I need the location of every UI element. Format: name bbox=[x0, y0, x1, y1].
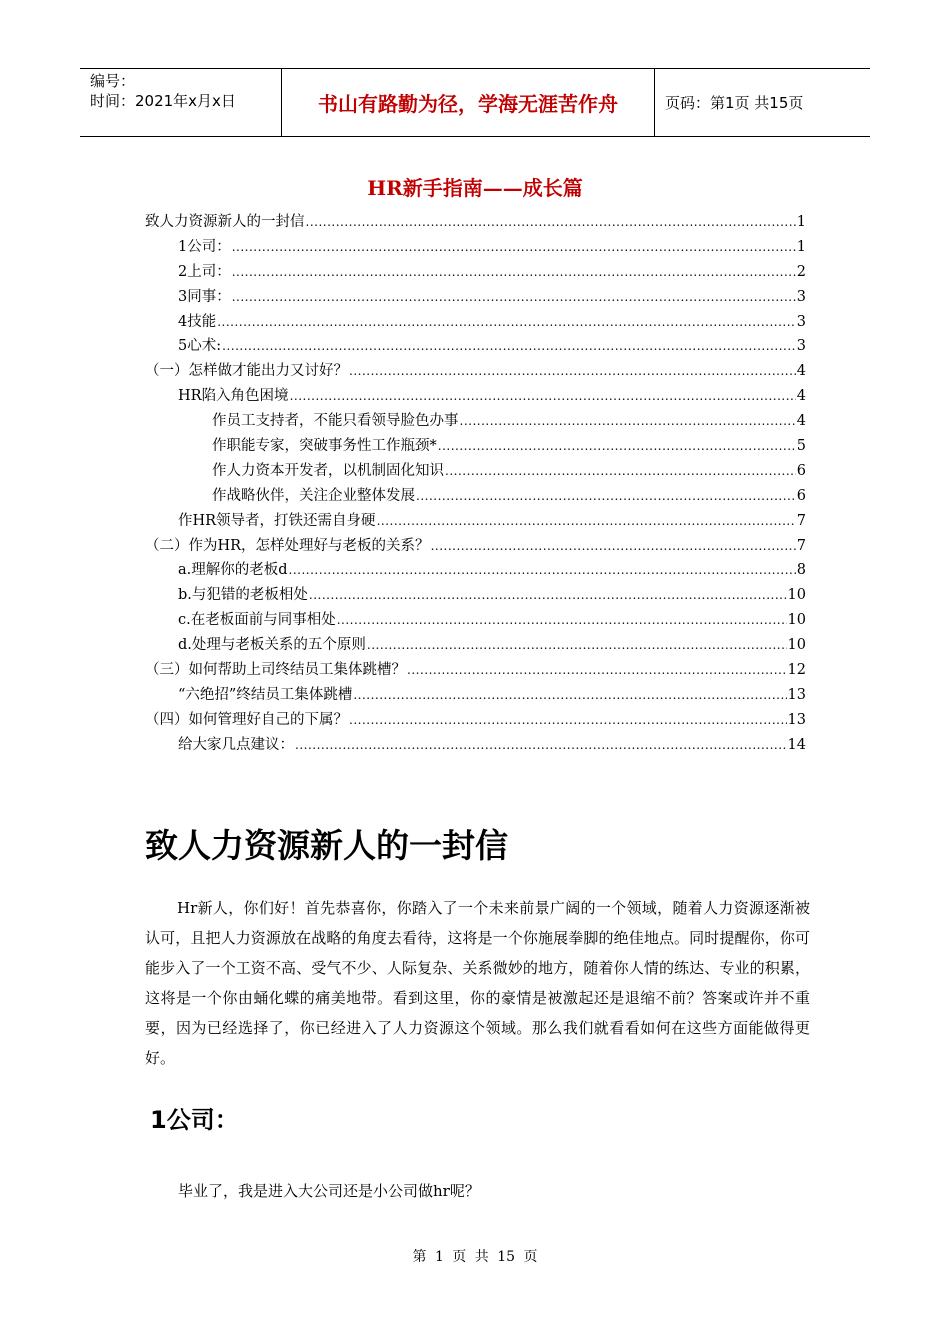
toc-entry[interactable] bbox=[145, 359, 806, 384]
toc-entry[interactable] bbox=[145, 608, 806, 633]
toc-page-number: 6 bbox=[796, 487, 806, 504]
toc-entry[interactable] bbox=[145, 334, 806, 359]
toc-leader-dots bbox=[232, 290, 796, 304]
toc-leader-dots bbox=[460, 414, 796, 428]
toc-entry-text: （四）如何管理好自己的下属？ bbox=[145, 711, 348, 728]
header-motto: 书山有路勤为径，学海无涯苦作舟 bbox=[282, 69, 655, 136]
toc-entry-text: 作HR领导者，打铁还需自身硬 bbox=[178, 512, 376, 529]
toc-page-number: 14 bbox=[787, 736, 806, 753]
toc-entry-text: （二）作为HR，怎样处理好与老板的关系？ bbox=[145, 537, 430, 554]
toc-page-number: 3 bbox=[796, 288, 806, 305]
toc-leader-dots bbox=[232, 240, 796, 254]
toc-page-number: 10 bbox=[787, 587, 806, 604]
toc-entry-text: 4技能 bbox=[178, 313, 217, 330]
toc-entry[interactable] bbox=[145, 459, 806, 484]
toc-entry[interactable] bbox=[145, 434, 806, 459]
toc-entry-text: （一）怎样做才能出力又讨好？ bbox=[145, 363, 348, 380]
toc-entry-text: d.处理与老板关系的五个原则 bbox=[178, 637, 366, 654]
time-label: 时间：2021年x月x日 bbox=[90, 92, 236, 110]
toc-entry[interactable] bbox=[145, 558, 806, 583]
toc-entry[interactable] bbox=[145, 285, 806, 310]
toc-leader-dots bbox=[353, 688, 786, 702]
toc-page-number: 13 bbox=[787, 711, 806, 728]
toc-leader-dots bbox=[407, 663, 787, 677]
toc-entry-text: 致人力资源新人的一封信 bbox=[145, 214, 305, 230]
company-paragraph: 毕业了，我是进入大公司还是小公司做hr呢？ bbox=[178, 1182, 480, 1200]
toc-leader-dots bbox=[309, 588, 787, 602]
toc-entry-text: 作职能专家，突破事务性工作瓶颈* bbox=[212, 438, 437, 455]
toc-leader-dots bbox=[222, 339, 796, 353]
toc-page-number: 7 bbox=[796, 537, 806, 554]
toc-page-number: 13 bbox=[787, 686, 806, 703]
toc-page-number: 7 bbox=[796, 512, 806, 529]
toc-entry-text: 作人力资本开发者，以机制固化知识 bbox=[212, 462, 444, 479]
toc-leader-dots bbox=[289, 563, 796, 577]
toc-page-number: 8 bbox=[796, 562, 806, 579]
toc-entry-text: 3同事： bbox=[178, 288, 231, 305]
toc-leader-dots bbox=[377, 514, 796, 528]
toc-page-number: 1 bbox=[796, 238, 806, 255]
toc-leader-dots bbox=[306, 215, 796, 229]
section-heading-letter: 致人力资源新人的一封信 bbox=[145, 826, 508, 865]
toc-entry[interactable] bbox=[145, 658, 806, 683]
toc-page-number: 2 bbox=[796, 263, 806, 280]
toc-page-number: 3 bbox=[796, 313, 806, 330]
document-title: HR新手指南——成长篇 bbox=[367, 176, 583, 200]
toc-page-number: 6 bbox=[796, 462, 806, 479]
toc-entry-text: c.在老板面前与同事相处 bbox=[178, 612, 336, 629]
toc-leader-dots bbox=[290, 389, 796, 403]
toc-page-number: 4 bbox=[796, 388, 806, 405]
toc-entry[interactable] bbox=[145, 708, 806, 733]
toc-leader-dots bbox=[416, 489, 796, 503]
toc-entry[interactable] bbox=[145, 683, 806, 708]
header-left-cell bbox=[80, 69, 282, 136]
section-heading-company: 1公司： bbox=[150, 1106, 239, 1134]
toc-entry[interactable] bbox=[145, 235, 806, 260]
toc-page-number: 10 bbox=[787, 637, 806, 654]
toc-page-number: 4 bbox=[796, 363, 806, 380]
toc-entry[interactable] bbox=[145, 733, 806, 758]
toc-leader-dots bbox=[438, 439, 796, 453]
toc-entry-text: b.与犯错的老板相处 bbox=[178, 587, 308, 604]
toc-entry-text: 给大家几点建议： bbox=[178, 736, 294, 753]
toc-entry[interactable] bbox=[145, 484, 806, 509]
table-of-contents bbox=[145, 210, 806, 758]
toc-entry-text: 1公司： bbox=[178, 238, 231, 255]
toc-page-number: 5 bbox=[796, 438, 806, 455]
toc-entry-text: a.理解你的老板d bbox=[178, 562, 288, 579]
toc-leader-dots bbox=[337, 613, 787, 627]
toc-entry[interactable] bbox=[145, 409, 806, 434]
toc-leader-dots bbox=[431, 539, 796, 553]
toc-leader-dots bbox=[232, 265, 796, 279]
toc-page-number: 10 bbox=[787, 612, 806, 629]
toc-page-number: 4 bbox=[796, 413, 806, 430]
toc-entry[interactable] bbox=[145, 210, 806, 235]
toc-entry[interactable] bbox=[145, 384, 806, 409]
toc-leader-dots bbox=[295, 738, 787, 752]
toc-entry[interactable] bbox=[145, 260, 806, 285]
toc-leader-dots bbox=[349, 364, 796, 378]
toc-entry-text: HR陷入角色困境 bbox=[178, 388, 289, 405]
toc-entry-text: “六绝招”终结员工集体跳槽 bbox=[178, 686, 353, 703]
toc-entry[interactable] bbox=[145, 583, 806, 608]
toc-leader-dots bbox=[349, 713, 787, 727]
toc-page-number: 1 bbox=[796, 214, 806, 230]
toc-entry-text: （三）如何帮助上司终结员工集体跳槽？ bbox=[145, 662, 406, 679]
toc-leader-dots bbox=[217, 315, 796, 329]
number-label: 编号： bbox=[90, 72, 136, 90]
toc-entry[interactable] bbox=[145, 310, 806, 335]
toc-entry-text: 作员工支持者，不能只看领导脸色办事 bbox=[212, 413, 459, 430]
toc-entry-text: 2上司： bbox=[178, 263, 231, 280]
toc-entry[interactable] bbox=[145, 534, 806, 559]
page-header bbox=[80, 68, 870, 137]
header-page-info: 页码：第1页 共15页 bbox=[665, 94, 804, 112]
toc-leader-dots bbox=[445, 464, 796, 478]
page-footer: 第 1 页 共 15 页 bbox=[412, 1249, 538, 1265]
toc-entry[interactable] bbox=[145, 509, 806, 534]
toc-page-number: 3 bbox=[796, 338, 806, 355]
toc-page-number: 12 bbox=[787, 662, 806, 679]
toc-entry-text: 作战略伙伴，关注企业整体发展 bbox=[212, 487, 415, 504]
toc-entry[interactable] bbox=[145, 633, 806, 658]
toc-entry-text: 5心术: bbox=[178, 338, 222, 355]
toc-leader-dots bbox=[367, 638, 787, 652]
letter-paragraph: Hr新人，你们好！首先恭喜你，你踏入了一个未来前景广阔的一个领域，随着人力资源逐渐被认可，且把人力资源放在战略的角度去看待，这将是一个你施展拳脚的绝佳地点。同时提醒你，你可能步入了一个工资不高、受气不少、人际复杂、关系微妙的地方，随着你人情的练达、专业的积累，这将是一个你由蛹化蝶的痛美地带。看到这里，你的豪情是被激起还是退缩不前？答案或许并不重要，因为已经选择了，你已经进入了人力资源这个领域。那么我们就看看如何在这些方面能做得更好。 bbox=[145, 899, 810, 1067]
